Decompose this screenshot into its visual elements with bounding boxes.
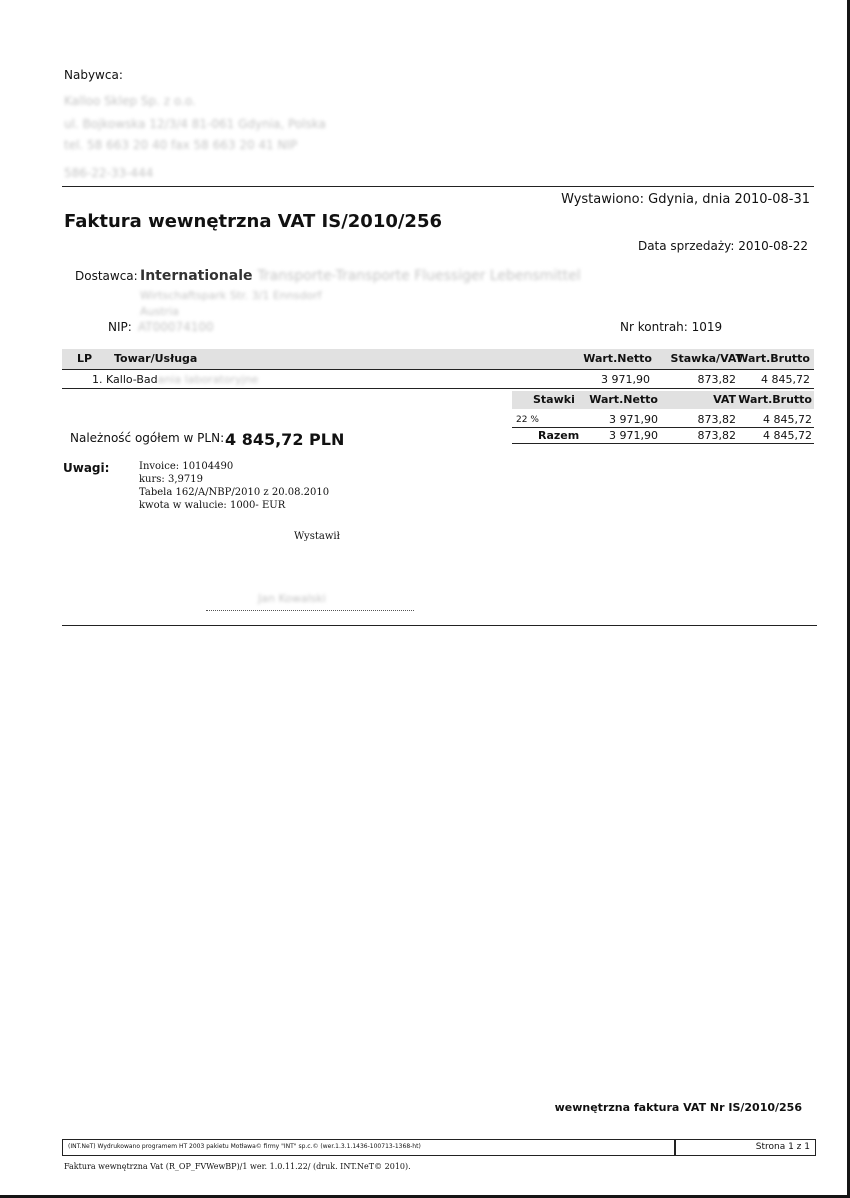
summary-col-net: Wart.Netto — [589, 393, 658, 406]
footer-program-info: (INT.NeT) Wydrukowano programem HT 2003 pakietu Motława© firmy "INT" sp.c.© (wer.1.3.1.1436-100713-1368-ht) — [68, 1143, 421, 1150]
remarks-line-2: kurs: 3,9719 — [139, 474, 203, 485]
footer-document-ref: wewnętrzna faktura VAT Nr IS/2010/256 — [554, 1101, 802, 1114]
supplier-label: Dostawca: — [75, 269, 138, 283]
sale-date: Data sprzedaży: 2010-08-22 — [637, 239, 808, 253]
header-separator — [62, 186, 814, 187]
issuer-name: Jan Kowalski — [258, 592, 326, 605]
summary-total-vat: 873,82 — [697, 429, 736, 442]
row1-gross: 4 845,72 — [761, 373, 810, 386]
issued-by-label: Wystawił — [294, 531, 340, 542]
contractor-number: Nr kontrah: 1019 — [620, 320, 723, 334]
supplier-name-rest: Transporte-Transporte Fluessiger Lebensmittel — [257, 268, 581, 284]
col-item: Towar/Usługa — [114, 352, 198, 365]
summary-col-vat: VAT — [713, 393, 736, 406]
issued-place-date: Wystawiono: Gdynia, dnia 2010-08-31 — [561, 192, 810, 207]
summary-total-rule — [512, 443, 814, 444]
supplier-name-visible: Internationale — [140, 268, 253, 284]
supplier-name — [140, 268, 581, 284]
col-gross: Wart.Brutto — [736, 352, 810, 365]
row1-vat: 873,82 — [697, 373, 736, 386]
invoice-title: Faktura wewnętrzna VAT IS/2010/256 — [64, 211, 443, 232]
summary-total-net: 3 971,90 — [609, 429, 658, 442]
summary-row-net: 3 971,90 — [609, 413, 658, 426]
col-net: Wart.Netto — [583, 352, 652, 365]
buyer-phone: tel. 58 663 20 40 fax 58 663 20 41 NIP — [64, 138, 298, 152]
amount-due-value: 4 845,72 PLN — [225, 430, 345, 449]
supplier-country: Austria — [140, 305, 179, 318]
buyer-label: Nabywca: — [64, 68, 123, 82]
buyer-nip: 586-22-33-444 — [64, 166, 154, 180]
amount-due-label: Należność ogółem w PLN: — [70, 431, 225, 445]
buyer-address: ul. Bojkowska 12/3/4 81-061 Gdynia, Polska — [64, 117, 326, 131]
summary-row-rule — [512, 427, 814, 428]
summary-total-label: Razem — [538, 429, 580, 442]
items-header-rule — [62, 369, 814, 370]
signature-line — [206, 610, 414, 611]
row1-net: 3 971,90 — [601, 373, 650, 386]
col-lp: LP — [77, 352, 93, 365]
col-rate-vat: Stawka/VAT — [670, 352, 743, 365]
supplier-nip-label: NIP: — [108, 320, 132, 334]
summary-row-gross: 4 845,72 — [763, 413, 812, 426]
summary-row-rate: 22 % — [516, 415, 539, 425]
content-end-rule — [62, 625, 817, 626]
items-bottom-rule — [62, 388, 814, 389]
summary-col-rates: Stawki — [533, 393, 575, 406]
supplier-address: Wirtschaftspark Str. 3/1 Ennsdorf — [140, 289, 322, 302]
summary-total-gross: 4 845,72 — [763, 429, 812, 442]
row1-item-visible: Kallo-Bad — [106, 373, 158, 386]
footer-page-number: Strona 1 z 1 — [755, 1142, 810, 1152]
remarks-line-3: Tabela 162/A/NBP/2010 z 20.08.2010 — [139, 487, 330, 498]
supplier-nip-value: AT00074100 — [138, 320, 214, 334]
row1-item-rest: ania laboratoryjne — [157, 373, 259, 386]
buyer-name: Kalloo Sklep Sp. z o.o. — [64, 94, 196, 108]
remarks-line-1: Invoice: 10104490 — [139, 461, 234, 472]
summary-col-gross: Wart.Brutto — [738, 393, 812, 406]
summary-row-vat: 873,82 — [697, 413, 736, 426]
row1-lp: 1. — [92, 373, 103, 386]
remarks-label: Uwagi: — [63, 461, 110, 475]
remarks-line-4: kwota w walucie: 1000- EUR — [139, 500, 286, 511]
row1-item — [106, 373, 258, 386]
footer-form-info: Faktura wewnętrzna Vat (R_OP_FVWewBP)/1 wer. 1.0.11.22/ (druk. INT.NeT© 2010). — [64, 1162, 411, 1171]
